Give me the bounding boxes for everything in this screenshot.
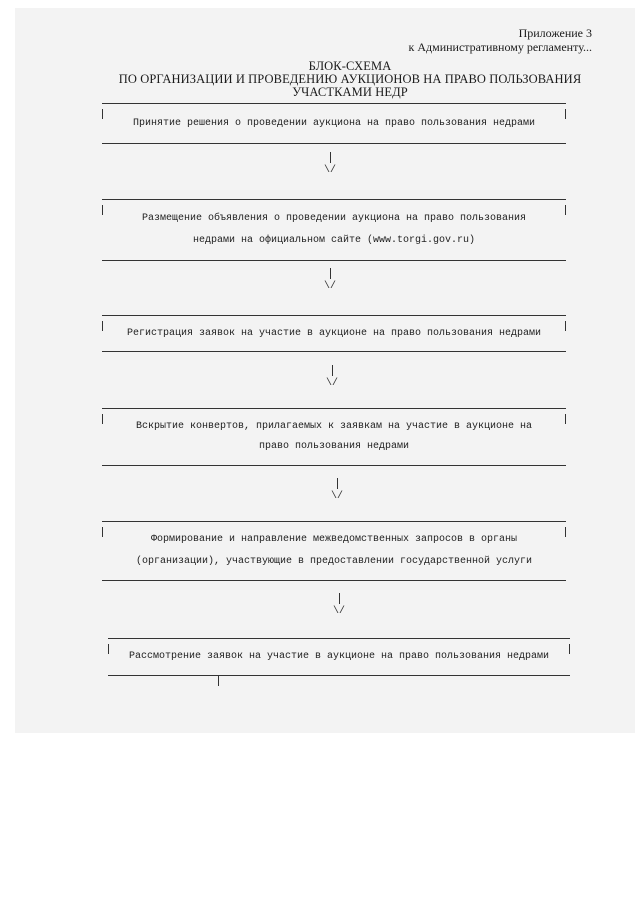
arrow-down-icon: \/ [330, 491, 343, 502]
arrow-down-icon: \/ [323, 165, 336, 176]
appendix-reference: к Административному регламенту... [408, 40, 592, 54]
arrow-down-icon: \/ [323, 281, 336, 292]
step-6-text: Рассмотрение заявок на участие в аукционе на право пользования недрами [128, 651, 550, 662]
flow-arrow-3 [322, 365, 342, 389]
flow-step-4 [102, 408, 566, 466]
step-4-text-line2: право пользования недрами [258, 441, 410, 452]
arrow-down-icon: \/ [332, 606, 345, 617]
arrow-down-icon: \/ [325, 378, 338, 389]
step-3-text: Регистрация заявок на участие в аукционе на право пользования недрами [126, 327, 542, 339]
flow-arrow-4 [327, 478, 347, 502]
step-2-text-line1: Размещение объявления о проведении аукциона на право пользования [141, 213, 527, 224]
document-subtitle-line2: УЧАСТКАМИ НЕДР [292, 85, 408, 99]
flow-arrow-2 [320, 268, 340, 292]
flow-step-3 [102, 315, 566, 352]
step-5-text-line1: Формирование и направление межведомственных запросов в органы [150, 534, 518, 545]
flow-step-2 [102, 199, 566, 261]
document-subtitle-line1: ПО ОРГАНИЗАЦИИ И ПРОВЕДЕНИЮ АУКЦИОНОВ НА ПРАВО ПОЛЬЗОВАНИЯ [118, 72, 582, 86]
step-4-text-line1: Вскрытие конвертов, прилагаемых к заявкам на участие в аукционе на [135, 421, 533, 432]
step-1-text: Принятие решения о проведении аукциона на право пользования недрами [132, 117, 536, 129]
step-2-text-line2: недрами на официальном сайте (www.torgi.gov.ru) [192, 235, 476, 246]
document-title: БЛОК-СХЕМА [308, 59, 392, 73]
flow-step-1 [102, 103, 566, 144]
flow-step-6 [108, 638, 570, 676]
flow-step-5 [102, 521, 566, 581]
step-5-text-line2: (организации), участвующие в предоставлении государственной услуги [135, 556, 533, 567]
flow-arrow-5 [329, 593, 349, 617]
appendix-number: Приложение 3 [518, 26, 592, 40]
flow-arrow-1 [320, 152, 340, 176]
flow-continuation-line [218, 676, 219, 686]
